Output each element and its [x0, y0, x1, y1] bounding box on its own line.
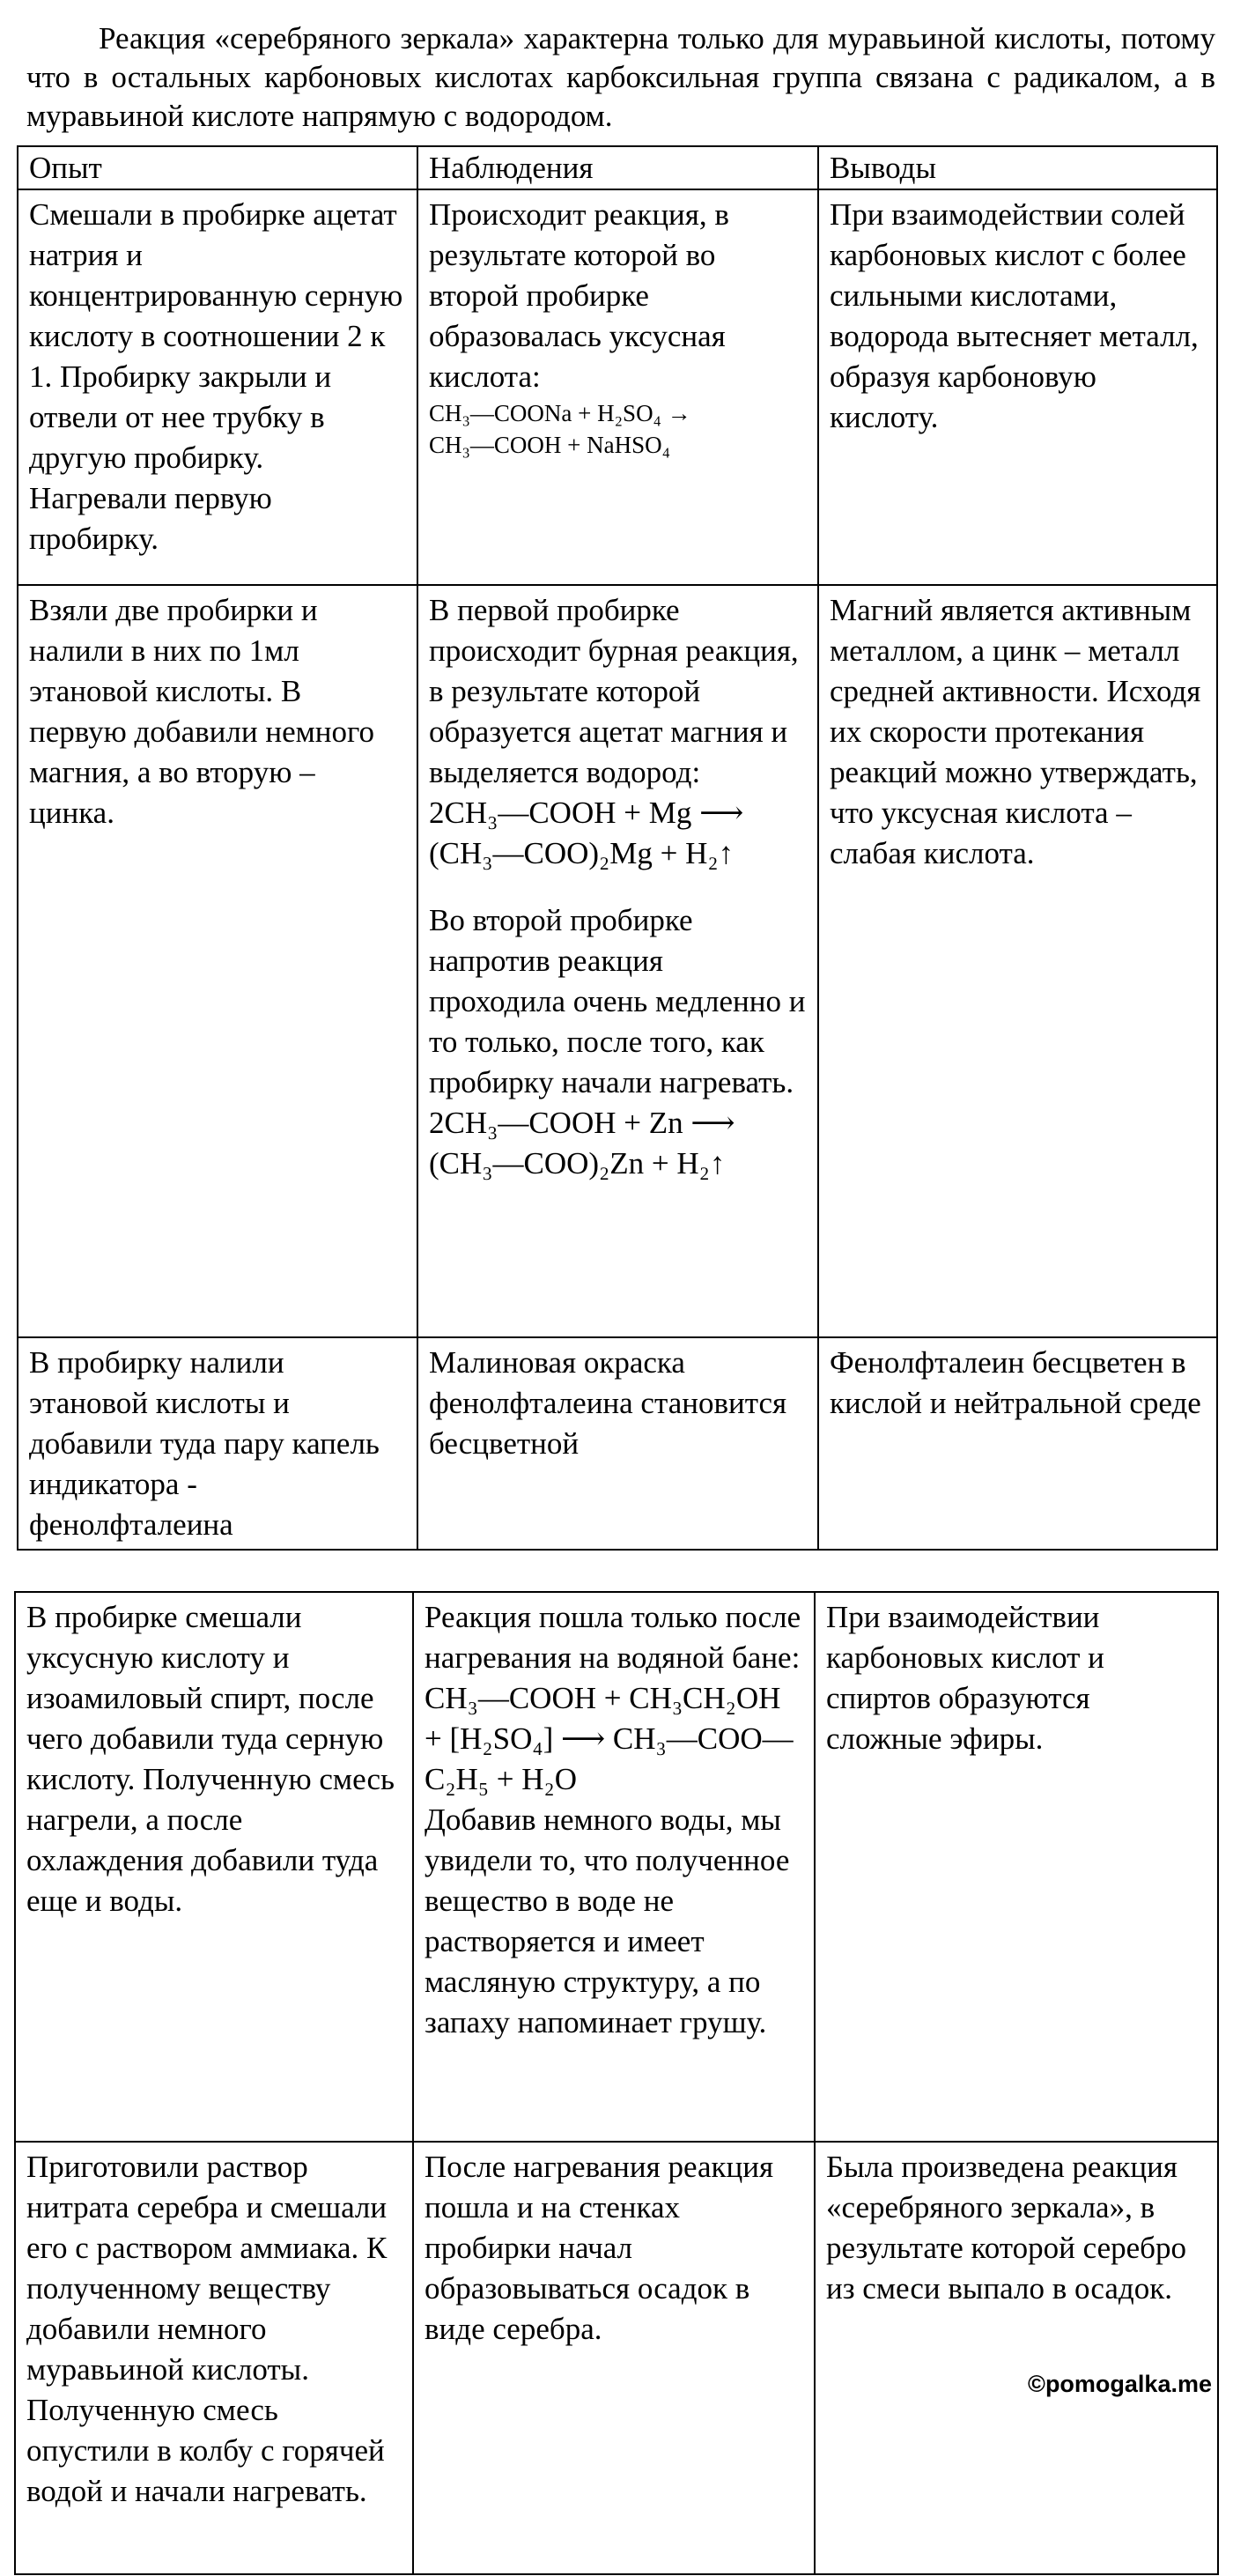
table-row [15, 2142, 1218, 2574]
paragraph-gap [429, 874, 807, 900]
header-experiment: Опыт [18, 146, 417, 189]
experiment-cell: Приготовили раствор нитрата серебра и смешали его с раствором аммиака. К полученному веществу добавили немного муравьиной кислоты. Полученную смесь опустили в колбу с горячей водой и начали нагревать. [15, 2142, 413, 2574]
reaction-equation: CH₃—COOH + CH₃CH₂OH + [H₂SO₄] ⟶ CH₃—COO—C₂H₅ + H₂O [425, 1681, 794, 1796]
table-row [15, 1592, 1218, 2142]
reaction-equation: CH₃—COONa + H₂SO₄ → CH₃—COOH + NaHSO₄ [429, 400, 691, 458]
site-watermark: ©pomogalka.me [1028, 2371, 1212, 2397]
experiments-table-2 [14, 1591, 1219, 2575]
conclusion-cell: При взаимодействии солей карбоновых кислот с более сильными кислотами, водорода вытесняет металл, образуя карбоновую кислоту. [818, 189, 1217, 585]
observation-cell: После нагревания реакция пошла и на стенках пробирки начал образовываться осадок в виде серебра. [413, 2142, 815, 2574]
conclusion-cell: При взаимодействии карбоновых кислот и спиртов образуются сложные эфиры. [815, 1592, 1218, 2142]
observation-cell [417, 585, 818, 1337]
reaction-equation: 2CH₃—COOH + Mg ⟶ (CH₃—COO)₂Mg + H₂↑ [429, 796, 744, 870]
observation-cell [413, 1592, 815, 2142]
reaction-equation: 2CH₃—COOH + Zn ⟶ (CH₃—COO)₂Zn + H₂↑ [429, 1106, 735, 1181]
observation-text: Добавив немного воды, мы увидели то, что полученное вещество в воде не растворяется и имеет масляную структуру, а по запаху напоминает грушу. [425, 1802, 790, 2039]
conclusion-cell: Магний является активным металлом, а цинк – металл средней активности. Исходя их скорости протекания реакций можно утверждать, что уксусная кислота – слабая кислота. [818, 585, 1217, 1337]
intro-paragraph: Реакция «серебряного зеркала» характерна только для муравьиной кислоты, потому что в остальных карбоновых кислотах карбоксильная группа связана с радикалом, а в муравьиной кислоте напрямую с водородом. [26, 21, 1215, 133]
observation-cell [417, 189, 818, 585]
table-row [18, 1337, 1217, 1550]
experiment-cell: В пробирке смешали уксусную кислоту и изоамиловый спирт, после чего добавили туда серную кислоту. Полученную смесь нагрели, а после охлаждения добавили туда еще и воды. [15, 1592, 413, 2142]
experiment-cell: В пробирку налили этановой кислоты и добавили туда пару капель индикатора - фенолфталеина [18, 1337, 417, 1550]
table-row [18, 585, 1217, 1337]
observation-text: В первой пробирке происходит бурная реакция, в результате которой образуется ацетат магния и выделяется водород: [429, 593, 799, 789]
experiments-table-1 [17, 145, 1218, 1551]
observation-text: Во второй пробирке напротив реакция проходила очень медленно и то только, после того, как пробирку начали нагревать. [429, 903, 806, 1099]
conclusion-cell: Была произведена реакция «серебряного зеркала», в результате которой серебро из смеси выпало в осадок. [815, 2142, 1218, 2574]
experiment-cell: Смешали в пробирке ацетат натрия и концентрированную серную кислоту в соотношении 2 к 1. Пробирку закрыли и отвели от нее трубку в другую пробирку. Нагревали первую пробирку. [18, 189, 417, 585]
observation-text: Происходит реакция, в результате которой во второй пробирке образовалась уксусная кислота: [429, 197, 729, 394]
table-row [18, 189, 1217, 585]
observation-cell: Малиновая окраска фенолфталеина становится бесцветной [417, 1337, 818, 1550]
observation-text: Реакция пошла только после нагревания на водяной бане: [425, 1600, 801, 1675]
conclusion-cell: Фенолфталеин бесцветен в кислой и нейтральной среде [818, 1337, 1217, 1550]
experiment-cell: Взяли две пробирки и налили в них по 1мл этановой кислоты. В первую добавили немного магния, а во вторую – цинка. [18, 585, 417, 1337]
header-conclusions: Выводы [818, 146, 1217, 189]
table-header-row [18, 146, 1217, 189]
header-observations: Наблюдения [417, 146, 818, 189]
